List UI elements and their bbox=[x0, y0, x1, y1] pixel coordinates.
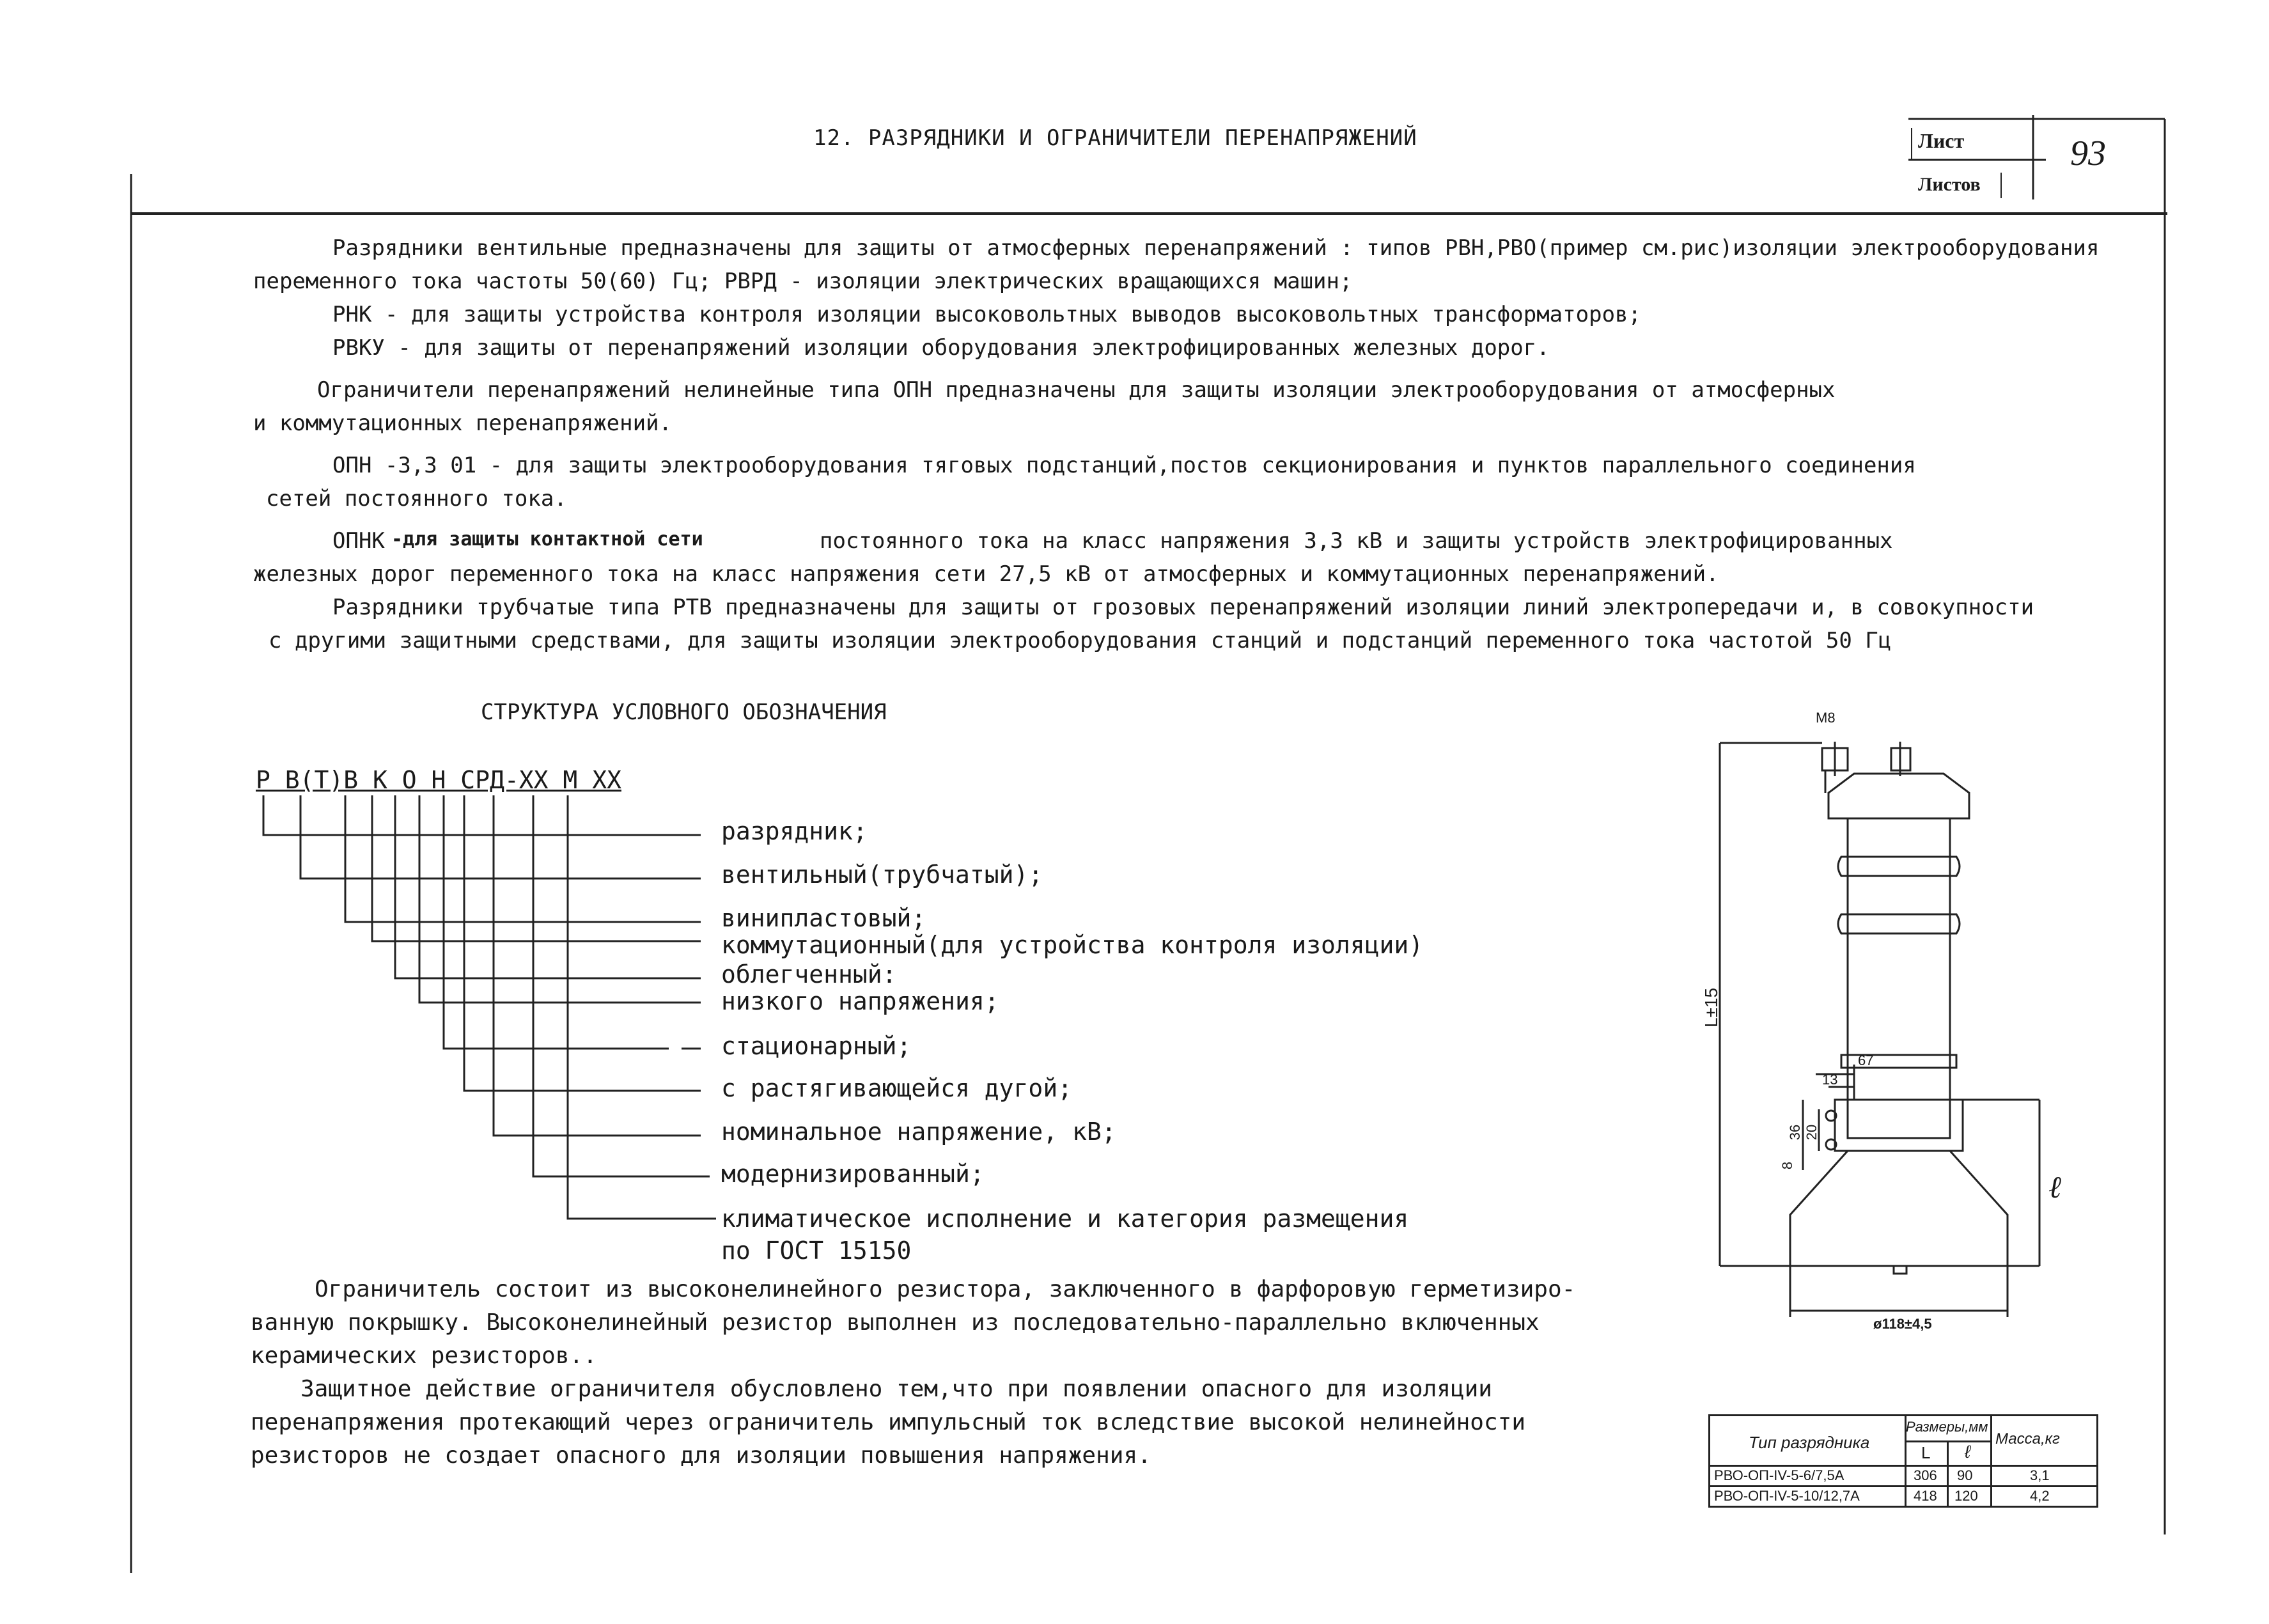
structure-item: облегченный: bbox=[721, 960, 897, 988]
structure-item: коммутационный(для устройства контроля изоляции) bbox=[721, 931, 1424, 959]
dim-13: 13 bbox=[1822, 1072, 1838, 1088]
structure-item: модернизированный; bbox=[721, 1160, 985, 1188]
sheet-number: 93 bbox=[2070, 134, 2106, 173]
bottom-line5: перенапряжения протекающий через ограничитель импульсный ток вследствие высокой нелинейности bbox=[251, 1409, 1525, 1435]
dim-8: 8 bbox=[1779, 1161, 1796, 1170]
para4-line1-b: -для защиты контактной сети bbox=[391, 528, 703, 550]
table-header-L: L bbox=[1921, 1443, 1931, 1462]
table-row1-L: 306 bbox=[1914, 1467, 1937, 1483]
sheets-label: Листов bbox=[1918, 174, 1981, 195]
para3-line1: ОПН -3,3 01 - для защиты электрооборудования тяговых подстанций,постов секционирования и пунктов параллельного соединения bbox=[332, 453, 1916, 478]
table-header-l: ℓ bbox=[1965, 1442, 1971, 1462]
structure-item: разрядник; bbox=[721, 817, 868, 845]
dim-l: ℓ bbox=[2048, 1171, 2061, 1205]
para1-line2: переменного тока частоты 50(60) Гц; РВРД - изоляции электрических вращающихся машин; bbox=[253, 269, 1353, 294]
dim-36: 36 bbox=[1787, 1124, 1804, 1141]
dim-m8: М8 bbox=[1816, 710, 1836, 726]
bottom-line6: резисторов не создает опасного для изоляции повышения напряжения. bbox=[251, 1442, 1151, 1469]
para5-line2: с другими защитными средствами, для защиты изоляции электрооборудования станций и подстанций переменного тока частотой 50 Гц bbox=[269, 628, 1892, 653]
table-row2-l: 120 bbox=[1954, 1488, 1978, 1504]
table-row2-mass: 4,2 bbox=[2030, 1488, 2050, 1504]
para3-line2: сетей постоянного тока. bbox=[266, 486, 567, 511]
structure-item: стационарный; bbox=[721, 1032, 912, 1060]
structure-item: с растягивающейся дугой; bbox=[721, 1074, 1073, 1102]
structure-item: винипластовый; bbox=[721, 904, 926, 932]
table-row2-L: 418 bbox=[1914, 1488, 1937, 1504]
page-title: 12. РАЗРЯДНИКИ И ОГРАНИЧИТЕЛИ ПЕРЕНАПРЯЖЕНИЙ bbox=[813, 125, 1417, 151]
para5-line1: Разрядники трубчатые типа РТВ предназначены для защиты от грозовых перенапряжений изоляции линий электропередачи и, в совокупности bbox=[332, 595, 2034, 620]
table-header-type: Тип разрядника bbox=[1749, 1433, 1870, 1452]
para2-line2: и коммутационных перенапряжений. bbox=[253, 410, 673, 436]
bottom-line1: Ограничитель состоит из высоконелинейного резистора, заключенного в фарфоровую герметизиро- bbox=[315, 1276, 1576, 1302]
para4-line2: железных дорог переменного тока на класс напряжения сети 27,5 кВ от атмосферных и коммутационных перенапряжений. bbox=[253, 561, 1719, 587]
structure-item: вентильный(трубчатый); bbox=[721, 861, 1043, 889]
sheet-label: Лист bbox=[1918, 129, 1965, 152]
structure-item: по ГОСТ 15150 bbox=[721, 1237, 912, 1265]
structure-code: Р В(Т)В К О Н СРД-ХХ М ХХ bbox=[256, 766, 621, 794]
dim-20: 20 bbox=[1804, 1124, 1820, 1141]
table-header-dims: Размеры,мм bbox=[1906, 1419, 1988, 1435]
para4-line1-a: ОПНК bbox=[332, 528, 385, 554]
table-row1-l: 90 bbox=[1957, 1467, 1973, 1483]
dim-diameter: ø118±4,5 bbox=[1873, 1316, 1932, 1332]
dim-L: L±15 bbox=[1701, 987, 1722, 1028]
para1-line4: РВКУ - для защиты от перенапряжений изоляции оборудования электрофицированных железных дорог. bbox=[332, 335, 1550, 361]
structure-item: номинальное напряжение, кВ; bbox=[721, 1118, 1116, 1146]
bottom-line2: ванную покрышку. Высоконелинейный резистор выполнен из последовательно-параллельно включенных bbox=[251, 1309, 1540, 1336]
dim-67: 67 bbox=[1858, 1052, 1874, 1068]
para1-line1: Разрядники вентильные предназначены для защиты от атмосферных перенапряжений : типов РВН,РВО(пример см.рис)изоляции электрооборудования bbox=[332, 235, 2100, 261]
table-row2-type: РВО-ОП-IV-5-10/12,7А bbox=[1714, 1488, 1860, 1504]
para2-line1: Ограничители перенапряжений нелинейные типа ОПН предназначены для защиты изоляции электрооборудования от атмосферных bbox=[317, 377, 1836, 403]
structure-title: СТРУКТУРА УСЛОВНОГО ОБОЗНАЧЕНИЯ bbox=[481, 699, 887, 725]
structure-item: климатическое исполнение и категория размещения bbox=[721, 1205, 1409, 1233]
table-header-mass: Масса,кг bbox=[1995, 1430, 2060, 1448]
arrester-table bbox=[1708, 1414, 2098, 1508]
bottom-line4: Защитное действие ограничителя обусловлено тем,что при появлении опасного для изоляции bbox=[300, 1376, 1492, 1402]
para1-line3: РНК - для защиты устройства контроля изоляции высоковольтных выводов высоковольтных трансформаторов; bbox=[332, 302, 1641, 327]
table-row1-type: РВО-ОП-IV-5-6/7,5А bbox=[1714, 1467, 1844, 1483]
bottom-line3: керамических резисторов.. bbox=[251, 1343, 597, 1369]
table-row1-mass: 3,1 bbox=[2030, 1467, 2050, 1483]
structure-item: низкого напряжения; bbox=[721, 987, 999, 1015]
para4-line1-c: постоянного тока на класс напряжения 3,3 кВ и защиты устройств электрофицированных bbox=[820, 528, 1893, 554]
